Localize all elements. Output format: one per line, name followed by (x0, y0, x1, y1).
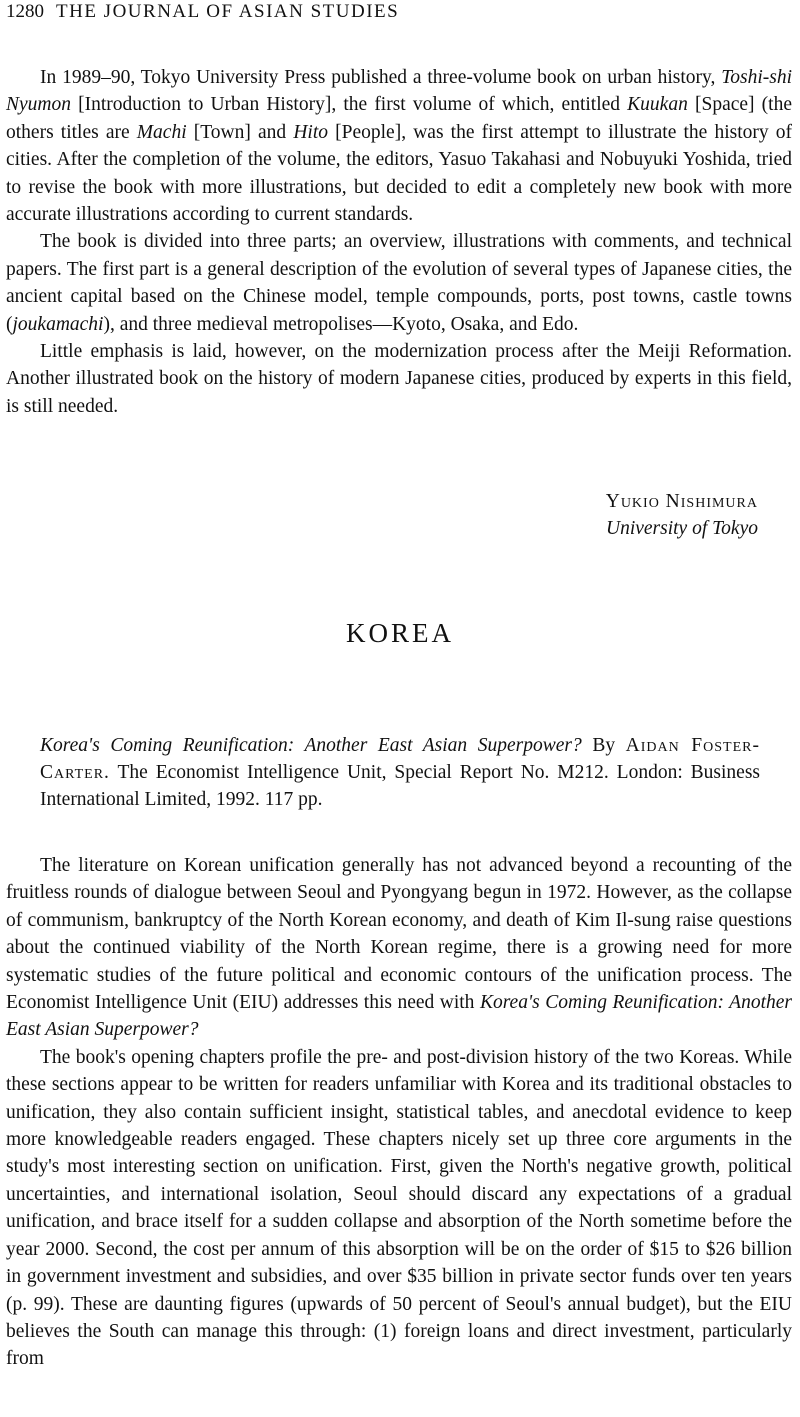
review-one-body (6, 64, 792, 420)
italic-title: Hito (293, 121, 328, 143)
review-two-body (6, 852, 792, 1373)
text-run: [Introduction to Urban History], the first volume of which, entitled (71, 94, 628, 116)
italic-title: Machi (136, 121, 187, 143)
review-one-paragraph-3: Little emphasis is laid, however, on the modernization process after the Meiji Reformation. Another illustrated book on the history of modern Japanese cities, produced by experts in this field, is still needed. (6, 341, 792, 417)
review-two-paragraph-2: The book's opening chapters profile the pre- and post-division history of the two Koreas. While these sections appear to be written for readers unfamiliar with Korea and its traditional obstacles to unification, they also contain sufficient insight, statistical tables, and anecdotal evidence to keep more knowledgeable readers engaged. These chapters nicely set up three core arguments in the study's most interesting section on unification. First, given the North's negative growth, political uncertainties, and international isolation, Seoul should discard any expectations of a gradual unification, and brace itself for a sudden collapse and absorption of the North sometime before the year 2000. Second, the cost per annum of this absorption will be on the order of $15 to $26 billion in government investment and subsidies, and over $35 billion in private sector funds over ten years (p. 99). These are daunting figures (upwards of 50 percent of Seoul's annual budget), but the EIU believes the South can manage this through: (1) foreign loans and direct investment, particularly from (6, 1046, 792, 1370)
reviewer-affiliation: University of Tokyo (605, 518, 758, 539)
citation-book-title: Korea's Coming Reunification: Another East Asian Superpower? (40, 735, 582, 756)
review-two-paragraph-1 (6, 852, 792, 1044)
italic-title: Toshi-shi Nyumon (6, 67, 792, 116)
review-one-paragraph-2 (6, 228, 792, 338)
section-heading: KOREA (346, 618, 454, 648)
text-run: [Space] (the others titles are (6, 94, 792, 143)
citation-details: The Economist Intelligence Unit, Special Report No. M212. London: Business International Limited, 1992. 117 pp. (40, 762, 760, 810)
italic-title: Korea's Coming Reunification: Another East Asian Superpower? (6, 992, 792, 1041)
reviewer-signature (606, 488, 758, 542)
text-run: In 1989–90, Tokyo University Press published a three-volume book on urban history, (40, 67, 722, 88)
review-one-paragraph-1 (6, 64, 792, 228)
text-run: [People], was the first attempt to illustrate the history of cities. After the completion of the volume, the editors, Yasuo Takahasi and Nobuyuki Yoshida, tried to revise the book with more illustrations, but decided to edit a completely new book with more accurate illustrations according to current standards. (6, 121, 793, 226)
book-citation (40, 732, 760, 813)
journal-title: THE JOURNAL OF ASIAN STUDIES (56, 1, 400, 22)
reviewer-name: Yukio Nishimura (605, 491, 758, 512)
italic-title: Kuukan (627, 94, 688, 116)
italic-term: joukamachi (12, 313, 104, 335)
text-run: ), and three medieval metropolises—Kyoto, Osaka, and Edo. (103, 313, 579, 335)
page-number: 1280 (6, 1, 44, 22)
text-run: The book is divided into three parts; an overview, illustrations with comments, and technical papers. The first part is a general description of the evolution of several types of Japanese cities, the ancient capital based on the Chinese model, temple compounds, ports, post towns, castle towns ( (6, 231, 792, 335)
citation-author: Aidan Foster-Carter. (40, 735, 760, 783)
running-head (6, 0, 399, 24)
text-run: [Town] and (186, 121, 294, 143)
citation-by: By (581, 735, 626, 756)
text-run: The literature on Korean unification generally has not advanced beyond a recounting of the fruitless rounds of dialogue between Seoul and Pyongyang begun in 1972. However, as the collapse of communism, bankruptcy of the North Korean economy, and death of Kim Il-sung raise questions about the continued viability of the North Korean regime, there is a growing need for more systematic studies of the future political and economic contours of the unification process. The Economist Intelligence Unit (EIU) addresses this need with (6, 855, 792, 1014)
